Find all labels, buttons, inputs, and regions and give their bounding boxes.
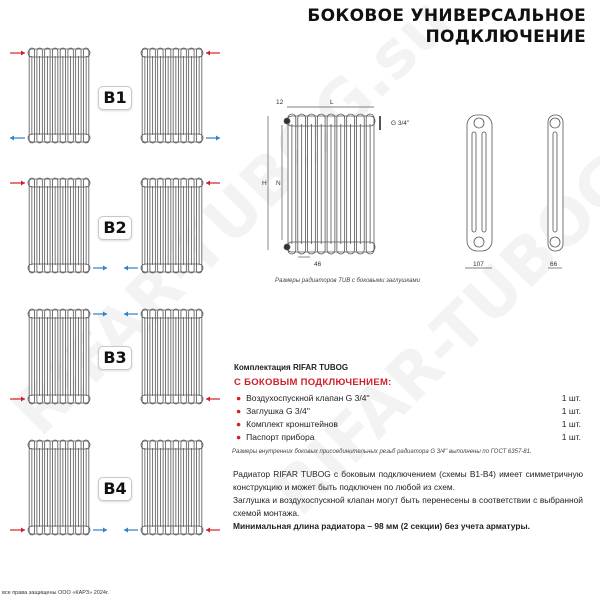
bullet-icon: ● <box>236 419 242 429</box>
thread-note: Размеры внутренних боковых присоединительных резьб радиатора G 3/4'' выполнены по ГОСТ 6357-81. <box>232 449 532 455</box>
side-view-narrow <box>548 115 563 251</box>
kit-item <box>236 432 581 442</box>
description-paragraph-1: Радиатор RIFAR TUBOG с боковым подключением (схемы В1-В4) имеет симметричную конструкцию и может быть подключен по любой из схем. <box>233 469 583 492</box>
return-arrow-icon <box>124 312 138 317</box>
scheme-label-b4: B4 <box>98 477 132 501</box>
radiator <box>28 178 90 273</box>
return-arrow-icon <box>206 136 220 141</box>
radiator <box>141 48 203 143</box>
kit-item-qty: 1 шт. <box>561 432 581 442</box>
radiator <box>141 309 203 404</box>
dimension-drawing <box>260 90 600 280</box>
bullet-icon: ● <box>236 393 242 403</box>
description-min-length: Минимальная длина радиатора – 98 мм (2 секции) без учета арматуры. <box>233 521 530 531</box>
title-line-2: ПОДКЛЮЧЕНИЕ <box>425 27 586 47</box>
description-paragraph-2: Заглушка и воздухоспускной клапан могут быть перенесены в соответствии с выбранной схемой монтажа. <box>233 495 583 518</box>
supply-arrow-icon <box>206 397 220 402</box>
dim-12: 12 <box>276 99 284 106</box>
radiator <box>141 178 203 273</box>
kit-item <box>236 406 581 416</box>
radiator <box>28 48 90 143</box>
drawing-caption: Размеры радиаторов TUB с боковыми заглушками <box>275 278 420 284</box>
dim-46: 46 <box>314 261 322 268</box>
radiator <box>28 309 90 404</box>
return-arrow-icon <box>93 266 107 271</box>
supply-arrow-icon <box>10 528 25 533</box>
side-view-wide <box>467 115 492 251</box>
plug-icon <box>284 244 290 250</box>
supply-arrow-icon <box>206 528 220 533</box>
dim-l: L <box>330 99 334 106</box>
kit-title: Комплектация RIFAR TUBOG <box>234 363 349 372</box>
supply-arrow-icon <box>206 51 220 56</box>
bullet-icon: ● <box>236 432 242 442</box>
scheme-label-b2: B2 <box>98 216 132 240</box>
supply-arrow-icon <box>10 51 25 56</box>
supply-arrow-icon <box>206 181 220 186</box>
return-arrow-icon <box>93 312 107 317</box>
kit-item-name: Паспорт прибора <box>246 432 315 442</box>
kit-item-qty: 1 шт. <box>561 393 581 403</box>
radiator <box>28 440 90 535</box>
supply-arrow-icon <box>10 397 25 402</box>
kit-item-name: Заглушка G 3/4'' <box>246 406 310 416</box>
return-arrow-icon <box>93 528 107 533</box>
page-title <box>307 6 586 48</box>
dim-66: 66 <box>550 261 558 268</box>
return-arrow-icon <box>124 266 138 271</box>
radiator <box>141 440 203 535</box>
return-arrow-icon <box>124 528 138 533</box>
supply-arrow-icon <box>10 181 25 186</box>
title-line-1: БОКОВОЕ УНИВЕРСАЛЬНОЕ <box>307 6 586 26</box>
air-valve-icon <box>284 118 290 124</box>
dim-h: H <box>262 180 267 187</box>
kit-item-qty: 1 шт. <box>561 419 581 429</box>
bullet-icon: ● <box>236 406 242 416</box>
front-view-radiator <box>284 114 375 254</box>
scheme-label-b1: B1 <box>98 86 132 110</box>
connection-schemes <box>0 0 230 560</box>
scheme-label-b3: B3 <box>98 346 132 370</box>
kit-item <box>236 393 581 403</box>
kit-item-name: Комплект кронштейнов <box>246 419 338 429</box>
kit-subtitle: С БОКОВЫМ ПОДКЛЮЧЕНИЕМ: <box>234 377 392 388</box>
return-arrow-icon <box>10 136 25 141</box>
kit-item-qty: 1 шт. <box>561 406 581 416</box>
dim-107: 107 <box>473 261 484 268</box>
dim-n: N <box>276 180 281 187</box>
thread-label: G 3/4'' <box>391 120 410 127</box>
kit-item <box>236 419 581 429</box>
kit-item-name: Воздухоспускной клапан G 3/4'' <box>246 393 370 403</box>
copyright: все права защищены ООО «КАРЗ» 2024г. <box>2 590 109 596</box>
